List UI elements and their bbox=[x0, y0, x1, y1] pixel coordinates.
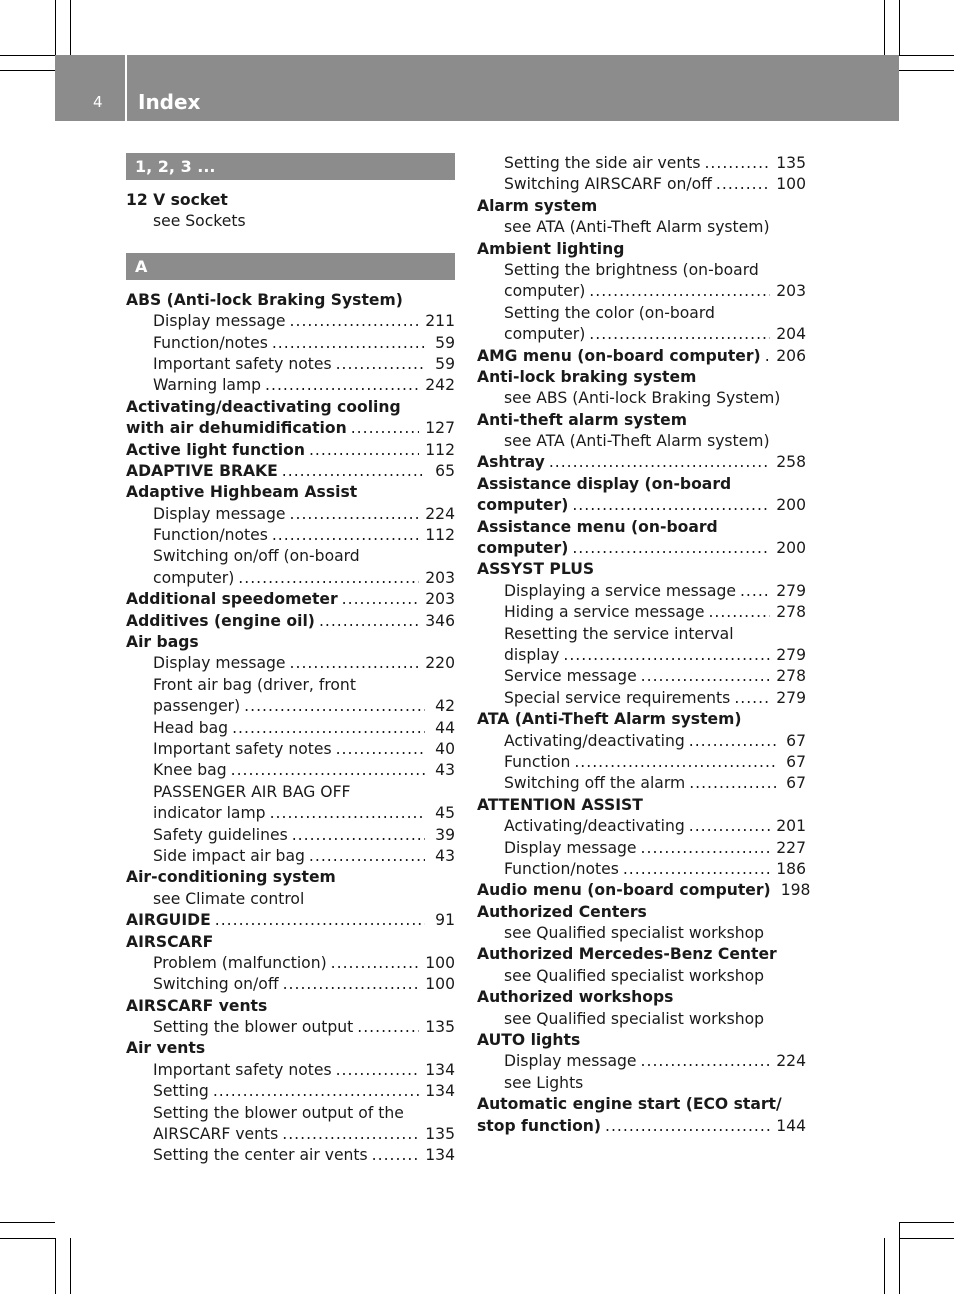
leader-dots bbox=[215, 910, 425, 931]
entry-label: Active light function bbox=[126, 440, 305, 459]
page-reference[interactable]: 112 bbox=[425, 526, 455, 545]
spacer bbox=[126, 280, 455, 290]
index-subentry bbox=[126, 1145, 455, 1166]
crop-mark bbox=[884, 0, 885, 55]
page-reference[interactable]: 279 bbox=[776, 645, 806, 664]
page-reference[interactable]: 67 bbox=[786, 774, 806, 793]
page-reference[interactable]: 200 bbox=[776, 496, 806, 515]
leader-dots bbox=[213, 1081, 419, 1102]
page-reference[interactable]: 100 bbox=[425, 953, 455, 972]
page-reference[interactable]: 278 bbox=[776, 667, 806, 686]
entry-label: Problem (malfunction) bbox=[153, 953, 327, 972]
index-subentry bbox=[126, 568, 455, 589]
section-heading: A bbox=[126, 253, 455, 280]
index-entry bbox=[126, 418, 455, 439]
leader-dots bbox=[282, 461, 425, 482]
leader-dots bbox=[232, 718, 425, 739]
page-reference[interactable]: 39 bbox=[435, 825, 455, 844]
crop-mark bbox=[0, 1222, 55, 1223]
index-subentry bbox=[477, 752, 806, 773]
leader-dots bbox=[589, 281, 770, 302]
leader-dots bbox=[290, 311, 420, 332]
page-reference[interactable]: 242 bbox=[425, 376, 455, 395]
entry-label: indicator lamp bbox=[153, 804, 266, 823]
index-subentry bbox=[126, 1124, 455, 1145]
crop-mark bbox=[884, 1238, 885, 1294]
index-subentry bbox=[126, 846, 455, 867]
page-reference[interactable]: 200 bbox=[776, 539, 806, 558]
index-subentry bbox=[126, 696, 455, 717]
leader-dots bbox=[689, 816, 770, 837]
index-heading: Activating/deactivating cooling bbox=[126, 397, 401, 416]
page-reference[interactable]: 227 bbox=[776, 838, 806, 857]
leader-dots bbox=[336, 1060, 420, 1081]
index-subentry bbox=[126, 653, 455, 674]
index-heading: AIRSCARF vents bbox=[126, 996, 268, 1015]
index-subentry bbox=[477, 838, 806, 859]
index-heading: Ambient lighting bbox=[477, 239, 625, 258]
index-subtext: Switching on/off (on-board bbox=[153, 547, 360, 566]
page-reference[interactable]: 204 bbox=[776, 325, 806, 344]
leader-dots bbox=[238, 568, 419, 589]
entry-label: Head bag bbox=[153, 718, 229, 737]
leader-dots bbox=[342, 589, 420, 610]
index-subentry bbox=[477, 153, 806, 174]
spacer bbox=[126, 180, 455, 190]
page-reference[interactable]: 65 bbox=[435, 461, 455, 480]
page-reference[interactable]: 224 bbox=[425, 504, 455, 523]
index-heading: 12 V socket bbox=[126, 191, 228, 209]
page-reference[interactable]: 134 bbox=[425, 1060, 455, 1079]
crop-mark bbox=[899, 70, 954, 71]
leader-dots bbox=[716, 174, 770, 195]
leader-dots bbox=[290, 653, 420, 674]
index-entry bbox=[126, 461, 455, 482]
leader-dots bbox=[309, 846, 425, 867]
index-heading: Air-conditioning system bbox=[126, 868, 336, 887]
index-entry bbox=[477, 452, 806, 473]
page-reference[interactable]: 59 bbox=[435, 354, 455, 373]
page-number: 4 bbox=[93, 93, 103, 111]
entry-label: Setting bbox=[153, 1082, 209, 1101]
index-heading: Assistance display (on-board bbox=[477, 474, 732, 493]
entry-label: Display message bbox=[504, 1052, 637, 1071]
index-subentry bbox=[477, 602, 806, 623]
entry-label: Activating/deactivating bbox=[504, 817, 685, 836]
index-subtext: see ATA (Anti-Theft Alarm system) bbox=[504, 432, 770, 451]
index-heading: Adaptive Highbeam Assist bbox=[126, 483, 358, 502]
leader-dots bbox=[708, 602, 770, 623]
index-heading: ATTENTION ASSIST bbox=[477, 795, 643, 814]
leader-dots bbox=[563, 645, 770, 666]
index-subentry bbox=[126, 974, 455, 995]
entry-label: Function/notes bbox=[153, 526, 268, 545]
leader-dots bbox=[734, 688, 770, 709]
entry-label: computer) bbox=[477, 496, 569, 515]
index-subentry bbox=[126, 504, 455, 525]
entry-label: Warning lamp bbox=[153, 376, 262, 395]
entry-label: Display message bbox=[153, 312, 286, 331]
index-subtext: PASSENGER AIR BAG OFF bbox=[153, 782, 351, 801]
entry-label: Service message bbox=[504, 667, 637, 686]
index-subentry bbox=[126, 803, 455, 824]
index-subentry bbox=[126, 1017, 455, 1038]
entry-label: Knee bag bbox=[153, 761, 227, 780]
index-subtext: see ABS (Anti-lock Braking System) bbox=[504, 389, 781, 408]
index-heading: Authorized workshops bbox=[477, 988, 674, 1007]
crop-mark bbox=[899, 1238, 954, 1239]
leader-dots bbox=[290, 504, 420, 525]
entry-label: Hiding a service message bbox=[504, 603, 705, 622]
entry-label: Displaying a service message bbox=[504, 581, 736, 600]
entry-label: Function/notes bbox=[153, 333, 268, 352]
entry-label: AIRGUIDE bbox=[126, 911, 211, 930]
leader-dots bbox=[589, 324, 770, 345]
index-heading: ASSYST PLUS bbox=[477, 560, 595, 579]
index-entry bbox=[126, 440, 455, 461]
index-subtext: Setting the brightness (on-board bbox=[504, 260, 759, 279]
entry-label: computer) bbox=[504, 282, 586, 301]
entry-label: stop function) bbox=[477, 1116, 602, 1135]
entry-label: ADAPTIVE BRAKE bbox=[126, 461, 278, 480]
crop-mark bbox=[0, 55, 55, 56]
index-heading: Anti-theft alarm system bbox=[477, 410, 688, 429]
index-subentry bbox=[477, 324, 806, 345]
leader-dots bbox=[549, 452, 770, 473]
crop-mark bbox=[55, 1238, 56, 1294]
index-subentry bbox=[477, 688, 806, 709]
leader-dots bbox=[357, 1017, 419, 1038]
index-subentry bbox=[477, 645, 806, 666]
index-subtext: see ATA (Anti-Theft Alarm system) bbox=[504, 218, 770, 237]
entry-label: Important safety notes bbox=[153, 739, 332, 758]
page-reference[interactable]: 203 bbox=[425, 590, 455, 609]
page-reference[interactable]: 100 bbox=[776, 175, 806, 194]
index-subtext: Setting the blower output of the bbox=[153, 1103, 404, 1122]
index-heading: Authorized Centers bbox=[477, 902, 647, 921]
index-subtext: Setting the color (on-board bbox=[504, 303, 715, 322]
page-title: Index bbox=[138, 90, 201, 114]
leader-dots bbox=[282, 1124, 419, 1145]
index-subentry bbox=[477, 773, 806, 794]
page-reference[interactable]: 42 bbox=[435, 697, 455, 716]
leader-dots bbox=[265, 375, 419, 396]
index-heading: AUTO lights bbox=[477, 1031, 581, 1050]
crop-mark bbox=[899, 0, 900, 55]
index-subentry bbox=[126, 760, 455, 781]
page-reference[interactable]: 43 bbox=[435, 846, 455, 865]
entry-label: Side impact air bag bbox=[153, 846, 305, 865]
entry-label: Switching off the alarm bbox=[504, 774, 686, 793]
index-subentry bbox=[477, 581, 806, 602]
index-heading: Alarm system bbox=[477, 196, 598, 215]
index-entry bbox=[477, 880, 811, 901]
page-reference[interactable]: 258 bbox=[776, 453, 806, 472]
page-reference[interactable]: 134 bbox=[425, 1146, 455, 1165]
leader-dots bbox=[336, 354, 425, 375]
entry-label: passenger) bbox=[153, 697, 241, 716]
index-column-right bbox=[477, 153, 811, 1137]
leader-dots bbox=[244, 696, 425, 717]
page-reference[interactable]: 279 bbox=[776, 688, 806, 707]
page-reference[interactable]: 279 bbox=[776, 581, 806, 600]
page-reference[interactable]: 206 bbox=[776, 346, 806, 365]
index-entry bbox=[477, 538, 806, 559]
page-reference[interactable]: 135 bbox=[776, 154, 806, 172]
entry-label: AMG menu (on-board computer) bbox=[477, 346, 761, 365]
entry-label: Additives (engine oil) bbox=[126, 611, 315, 630]
index-subentry bbox=[477, 1051, 806, 1072]
leader-dots bbox=[605, 1116, 770, 1137]
page-reference[interactable]: 67 bbox=[786, 731, 806, 750]
entry-label: AIRSCARF vents bbox=[153, 1125, 279, 1144]
page-reference[interactable]: 67 bbox=[786, 752, 806, 771]
page-reference[interactable]: 43 bbox=[435, 761, 455, 780]
leader-dots bbox=[641, 838, 771, 859]
leader-dots bbox=[309, 440, 419, 461]
index-heading: AIRSCARF bbox=[126, 932, 214, 951]
page-reference[interactable]: 135 bbox=[425, 1125, 455, 1144]
index-subentry bbox=[126, 375, 455, 396]
index-entry bbox=[126, 611, 455, 632]
index-subentry bbox=[126, 311, 455, 332]
index-subentry bbox=[477, 731, 806, 752]
index-heading: ATA (Anti-Theft Alarm system) bbox=[477, 710, 742, 729]
index-subentry bbox=[477, 816, 806, 837]
leader-dots bbox=[372, 1145, 420, 1166]
index-subentry bbox=[126, 333, 455, 354]
index-subtext: see Qualified specialist workshop bbox=[504, 924, 765, 943]
leader-dots bbox=[689, 731, 776, 752]
index-entry bbox=[477, 495, 806, 516]
index-subentry bbox=[477, 281, 806, 302]
leader-dots bbox=[283, 974, 420, 995]
leader-dots bbox=[574, 752, 776, 773]
index-subentry bbox=[126, 354, 455, 375]
index-subtext: Front air bag (driver, front bbox=[153, 675, 356, 694]
entry-label: Function bbox=[504, 752, 571, 771]
index-subtext: see Lights bbox=[504, 1073, 584, 1092]
page-reference[interactable]: 144 bbox=[776, 1116, 806, 1135]
leader-dots bbox=[623, 859, 770, 880]
crop-mark bbox=[0, 70, 55, 71]
index-entry bbox=[126, 589, 455, 610]
page-reference[interactable]: 40 bbox=[435, 739, 455, 758]
index-heading: Authorized Mercedes-Benz Center bbox=[477, 945, 777, 964]
crop-mark bbox=[899, 55, 954, 56]
crop-mark bbox=[70, 0, 71, 55]
entry-label: Additional speedometer bbox=[126, 590, 338, 609]
leader-dots bbox=[336, 739, 425, 760]
index-heading: Automatic engine start (ECO start/ bbox=[477, 1095, 782, 1114]
leader-dots bbox=[231, 760, 425, 781]
leader-dots bbox=[272, 333, 425, 354]
index-subentry bbox=[126, 1060, 455, 1081]
entry-label: Display message bbox=[153, 504, 286, 523]
crop-mark bbox=[899, 1222, 954, 1223]
index-subentry bbox=[126, 739, 455, 760]
page-reference[interactable]: 112 bbox=[425, 440, 455, 459]
page-reference[interactable]: 201 bbox=[776, 817, 806, 836]
index-entry bbox=[477, 1116, 806, 1137]
page-reference[interactable]: 224 bbox=[776, 1052, 806, 1071]
index-heading: Anti-lock braking system bbox=[477, 367, 697, 386]
leader-dots bbox=[641, 666, 771, 687]
index-subentry bbox=[477, 666, 806, 687]
entry-label: Display message bbox=[504, 838, 637, 857]
leader-dots bbox=[765, 346, 771, 367]
leader-dots bbox=[351, 418, 420, 439]
index-subtext: see Qualified specialist workshop bbox=[504, 1009, 765, 1028]
entry-label: computer) bbox=[477, 539, 569, 558]
header-divider bbox=[125, 55, 127, 121]
entry-label: computer) bbox=[153, 568, 235, 587]
leader-dots bbox=[272, 525, 419, 546]
index-subtext: see Climate control bbox=[153, 889, 305, 908]
index-heading: Assistance menu (on-board bbox=[477, 517, 718, 536]
page-reference[interactable]: 59 bbox=[435, 333, 455, 352]
entry-label: Important safety notes bbox=[153, 1060, 332, 1079]
page-reference[interactable]: 203 bbox=[776, 282, 806, 301]
index-subentry bbox=[477, 174, 806, 195]
entry-label: Setting the side air vents bbox=[504, 154, 701, 172]
entry-label: Special service requirements bbox=[504, 688, 731, 707]
entry-label: Switching AIRSCARF on/off bbox=[504, 175, 712, 194]
index-subentry bbox=[126, 718, 455, 739]
page-reference[interactable]: 220 bbox=[425, 654, 455, 673]
index-subentry bbox=[477, 859, 806, 880]
index-subentry bbox=[126, 825, 455, 846]
page-reference[interactable]: 211 bbox=[425, 312, 455, 331]
entry-label: Display message bbox=[153, 654, 286, 673]
index-subentry bbox=[126, 953, 455, 974]
entry-label: Setting the blower output bbox=[153, 1018, 354, 1037]
entry-label: Audio menu (on-board computer) bbox=[477, 881, 771, 900]
leader-dots bbox=[689, 773, 776, 794]
leader-dots bbox=[292, 825, 425, 846]
index-entry bbox=[126, 910, 455, 931]
leader-dots bbox=[740, 581, 770, 602]
index-subentry bbox=[126, 1081, 455, 1102]
crop-mark bbox=[0, 1238, 55, 1239]
entry-label: Function/notes bbox=[504, 859, 619, 878]
index-entry bbox=[477, 346, 806, 367]
leader-dots bbox=[270, 803, 425, 824]
entry-label: computer) bbox=[504, 325, 586, 344]
leader-dots bbox=[641, 1051, 771, 1072]
page-reference[interactable]: 100 bbox=[425, 975, 455, 994]
index-heading: Air bags bbox=[126, 633, 199, 652]
entry-label: Important safety notes bbox=[153, 354, 332, 373]
index-subtext: see Qualified specialist workshop bbox=[504, 966, 765, 985]
entry-label: Switching on/off bbox=[153, 975, 279, 994]
page-reference[interactable]: 44 bbox=[435, 718, 455, 737]
entry-label: display bbox=[504, 645, 560, 664]
index-subtext: see Sockets bbox=[153, 212, 246, 231]
leader-dots bbox=[704, 153, 770, 174]
crop-mark bbox=[55, 0, 56, 55]
page-reference[interactable]: 186 bbox=[776, 859, 806, 878]
entry-label: with air dehumidification bbox=[126, 419, 347, 438]
page-reference[interactable]: 135 bbox=[425, 1018, 455, 1037]
entry-label: Ashtray bbox=[477, 453, 545, 472]
leader-dots bbox=[331, 953, 420, 974]
index-column-left bbox=[126, 153, 455, 1167]
index-heading: ABS (Anti-lock Braking System) bbox=[126, 290, 403, 309]
entry-label: Safety guidelines bbox=[153, 825, 288, 844]
page-reference[interactable]: 127 bbox=[425, 419, 455, 438]
page-reference[interactable]: 278 bbox=[776, 603, 806, 622]
index-subtext: Resetting the service interval bbox=[504, 624, 734, 643]
leader-dots bbox=[572, 538, 770, 559]
index-subentry bbox=[126, 525, 455, 546]
section-heading: 1, 2, 3 ... bbox=[126, 153, 455, 180]
page-reference[interactable]: 346 bbox=[425, 611, 455, 630]
entry-label: Activating/deactivating bbox=[504, 731, 685, 750]
crop-mark bbox=[899, 1222, 900, 1294]
page-reference[interactable]: 198 bbox=[780, 881, 811, 900]
page-reference[interactable]: 203 bbox=[425, 568, 455, 587]
page-reference[interactable]: 45 bbox=[435, 804, 455, 823]
leader-dots bbox=[319, 611, 419, 632]
leader-dots bbox=[572, 495, 770, 516]
page-reference[interactable]: 134 bbox=[425, 1082, 455, 1101]
crop-mark bbox=[70, 1238, 71, 1294]
page-header bbox=[55, 55, 899, 121]
spacer bbox=[126, 233, 455, 253]
page-reference[interactable]: 91 bbox=[435, 911, 455, 930]
index-heading: Air vents bbox=[126, 1039, 206, 1058]
entry-label: Setting the center air vents bbox=[153, 1146, 368, 1165]
